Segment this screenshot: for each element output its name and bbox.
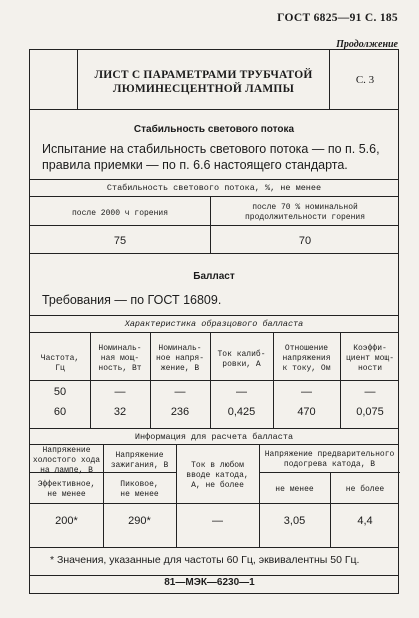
ref-header-2-line1: Номиналь-: [98, 344, 142, 353]
footnote: * Значения, указанные для частоты 60 Гц, эквивалентны 50 Гц.: [50, 554, 360, 566]
ref-cell-r2-c4: 0,425: [227, 406, 256, 418]
calc-sub1-line1: Эффективное,: [37, 480, 96, 489]
continuation-label: Продолжение: [336, 39, 398, 50]
ref-header-3-line3: жение, В: [160, 364, 200, 373]
flux-col2-header: [210, 203, 400, 223]
page-header: ГОСТ 6825—91 С. 185: [277, 12, 398, 24]
ref-header-1-line1: Частота,: [40, 354, 80, 363]
ref-header-3: [150, 344, 210, 374]
flux-text-line2: правила приемки — по п. 6.6 настоящего стандарта.: [42, 158, 348, 172]
ref-table-top-rule: [30, 315, 398, 316]
ref-cell-r1-c4: —: [236, 386, 247, 398]
ref-cell-r1-c1: 50: [53, 386, 67, 398]
sheet-number: С. 3: [355, 74, 375, 86]
ref-cell-r1-c6: —: [364, 386, 376, 398]
calc-h1-line1: Напряжение: [42, 446, 91, 455]
ref-cell-r1-c3: —: [174, 386, 186, 398]
ref-header-4-line2: ровки, А: [222, 360, 261, 369]
title-left-divider: [77, 50, 78, 109]
ref-caption-rule: [30, 332, 398, 333]
calc-table-caption: Информация для расчета балласта: [134, 432, 294, 442]
calc-sub2-line1: Пиковое,: [120, 480, 159, 489]
calc-h2-line1: Напряжение: [115, 451, 164, 460]
flux-text: [42, 141, 392, 173]
calc-sub2-line2: не менее: [120, 490, 159, 499]
ref-header-3-line2: ное напря-: [155, 354, 204, 363]
calc-h3-line1: Ток в любом: [191, 461, 244, 470]
calc-table-bottom-rule: [30, 547, 398, 548]
ballast-requirements: Требования — по ГОСТ 16809.: [42, 293, 222, 307]
flux-col2-value: 70: [298, 235, 312, 247]
ref-cell-r2-c3: 236: [170, 406, 190, 418]
ref-header-2: [90, 344, 150, 374]
ref-cell-r2-c2: 32: [113, 406, 127, 418]
ballast-heading: Балласт: [193, 271, 235, 282]
calc-sub2: [103, 480, 176, 500]
calc-sub-rule-left: [30, 472, 176, 473]
calc-sub1-line2: не менее: [47, 490, 86, 499]
ref-cell-r2-c5: 470: [297, 406, 316, 418]
ref-header-5-line3: к току, Ом: [282, 364, 331, 373]
calc-value-4: 3,05: [283, 515, 306, 527]
ref-header-2-line3: ность, Вт: [98, 364, 142, 373]
ref-cell-r1-c5: —: [301, 386, 312, 398]
calc-divider-4: [330, 472, 331, 547]
flux-table-top-rule: [30, 179, 398, 180]
title-right-divider: [329, 50, 330, 109]
ref-header-4: [210, 350, 273, 370]
calc-value-1: 200*: [55, 515, 78, 527]
calc-value-2: 290*: [128, 515, 151, 527]
calc-sub-rule-right: [259, 472, 400, 473]
ref-header-5-line2: напряжения: [282, 354, 331, 363]
calc-h3: [176, 461, 259, 491]
calc-h3-line2: вводе катода,: [186, 471, 249, 480]
flux-col2-header-line2: продолжительности горения: [244, 213, 366, 222]
ref-header-1: [30, 354, 90, 374]
calc-table-top-rule: [30, 428, 398, 429]
calc-h2: [103, 451, 176, 471]
ref-header-1-line2: Гц: [55, 364, 65, 373]
calc-value-3: —: [212, 515, 223, 527]
sheet-title-line2: ЛЮМИНЕСЦЕНТНОЙ ЛАМПЫ: [112, 83, 295, 95]
calc-divider-2: [176, 444, 177, 547]
calc-caption-rule: [30, 444, 398, 445]
calc-header-rule: [30, 503, 398, 504]
ref-header-3-line1: Номиналь-: [158, 344, 202, 353]
ref-table-caption: Характеристика образцового балласта: [124, 319, 304, 329]
flux-text-line1: Испытание на стабильность светового потока — по п. 5.6,: [42, 142, 380, 156]
ref-header-6: [340, 344, 400, 374]
parameter-sheet-frame: [29, 49, 399, 594]
flux-table-bottom-rule: [30, 253, 398, 254]
ref-header-6-line3: ности: [357, 364, 382, 373]
ref-header-5-line1: Отношение: [284, 344, 329, 353]
flux-header-rule: [30, 225, 398, 226]
document-code: 81—МЭК—6230—1: [164, 577, 255, 588]
ref-header-5: [273, 344, 340, 374]
ref-header-6-line1: Коэффи-: [353, 344, 387, 353]
calc-h3-line3: А, не более: [191, 481, 244, 490]
flux-col1-header: после 2000 ч горения: [71, 209, 168, 218]
ref-header-2-line2: ная мощ-: [100, 354, 140, 363]
flux-col1-value: 75: [113, 235, 127, 247]
calc-h1-line3: на лампе, В: [40, 466, 93, 475]
calc-sub1: [30, 480, 103, 500]
ref-cell-r1-c2: —: [114, 386, 126, 398]
calc-value-5: 4,4: [357, 515, 373, 527]
flux-heading: Стабильность светового потока: [133, 124, 295, 135]
footer-rule: [30, 575, 398, 576]
ref-cell-r2-c1: 60: [53, 406, 67, 418]
calc-h2-line2: зажигания, В: [110, 461, 169, 470]
flux-caption-rule: [30, 196, 398, 197]
ref-cell-r2-c6: 0,075: [356, 406, 384, 418]
calc-h4-line2: подогрева катода, В: [283, 460, 376, 469]
ref-header-rule: [30, 380, 398, 381]
ref-header-6-line2: циент мощ-: [345, 354, 394, 363]
calc-h4: [259, 450, 400, 470]
calc-h1-line2: холостого хода: [32, 456, 101, 465]
flux-table-caption: Стабильность светового потока, %, не менее: [106, 183, 322, 193]
sheet-title-line1: ЛИСТ С ПАРАМЕТРАМИ ТРУБЧАТОЙ: [94, 69, 313, 81]
calc-sub4a: не менее: [275, 485, 314, 494]
sheet-title: [82, 68, 325, 96]
calc-sub4b: не более: [345, 485, 385, 494]
title-bottom-rule: [30, 109, 398, 110]
ref-header-4-line1: Ток калиб-: [217, 350, 266, 359]
flux-col2-header-line1: после 70 % номинальной: [252, 203, 358, 212]
calc-h4-line1: Напряжение предварительного: [264, 450, 395, 459]
